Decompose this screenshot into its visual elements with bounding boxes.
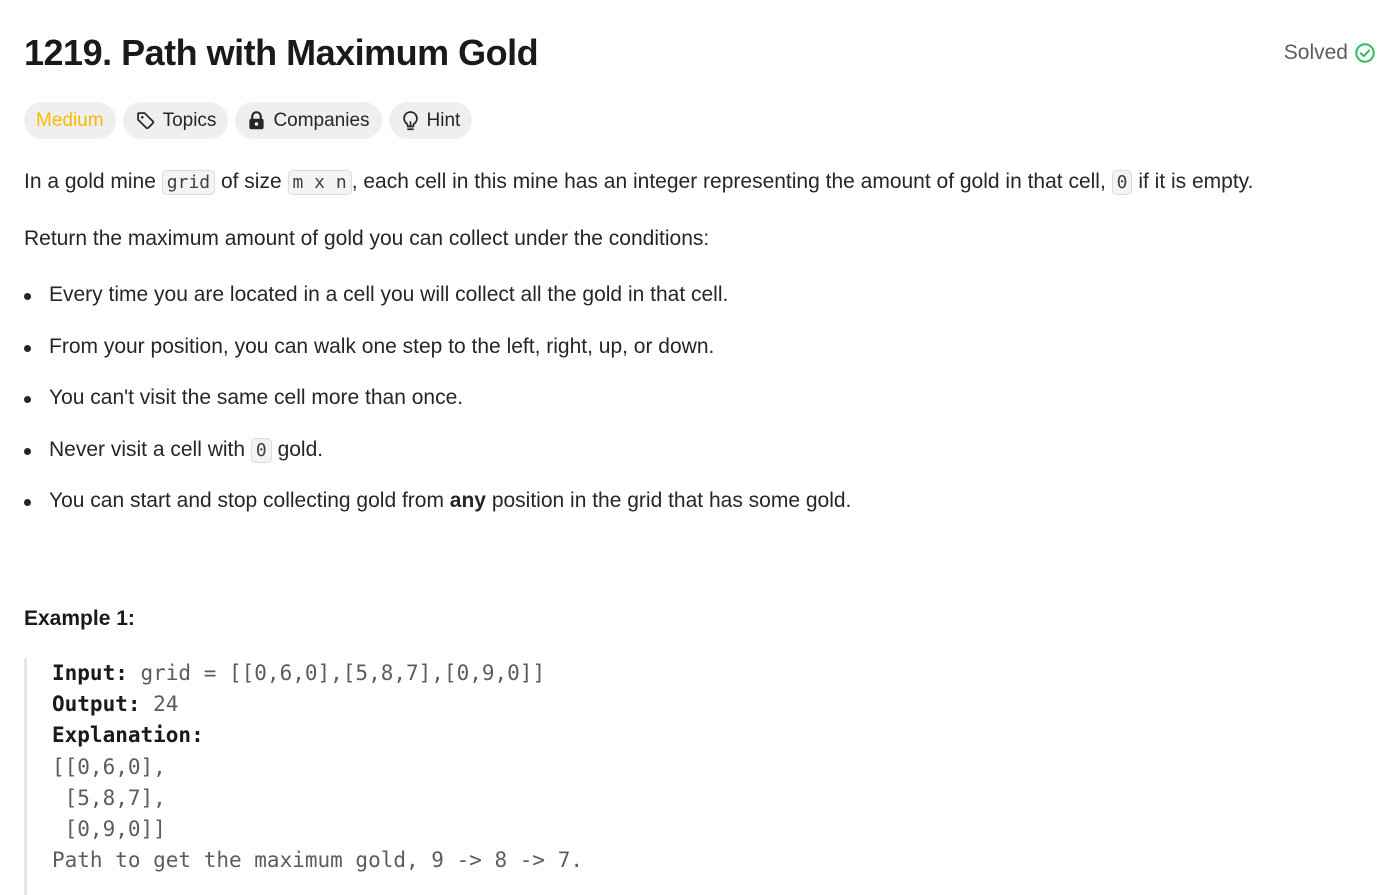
input-value: grid = [[0,6,0],[5,8,7],[0,9,0]] <box>127 661 546 685</box>
grid-line: [[0,6,0], <box>52 754 166 779</box>
inline-code: 0 <box>251 438 272 463</box>
text-segment: position in the grid that has some gold. <box>485 489 852 513</box>
hint-button[interactable] <box>389 102 473 139</box>
inline-code: m x n <box>288 170 352 195</box>
example-explanation-line <box>52 720 1024 751</box>
text-segment: Never visit a cell with <box>49 437 251 461</box>
example-output-line <box>52 689 1024 720</box>
example-block <box>24 658 1024 895</box>
tag-icon <box>135 110 156 131</box>
description-paragraph: Return the maximum amount of gold you can collect under the conditions: <box>24 227 710 250</box>
list-item: You can't visit the same cell more than once. <box>24 383 851 435</box>
bold-text: any <box>449 489 486 513</box>
text-segment: if it is empty. <box>1132 170 1254 193</box>
text-segment: of size <box>215 170 288 193</box>
companies-label: Companies <box>273 109 370 131</box>
inline-code: grid <box>162 170 215 195</box>
example-input-line <box>52 658 1024 689</box>
list-item: Every time you are located in a cell you will collect all the gold in that cell. <box>24 280 851 332</box>
explanation-label: Explanation: <box>52 723 204 748</box>
list-item <box>24 435 851 487</box>
conditions-list <box>24 280 851 538</box>
text-segment: You can start and stop collecting gold from <box>49 489 450 513</box>
problem-header <box>24 28 1376 78</box>
difficulty-label: Medium <box>36 109 104 131</box>
page-title: 1219. Path with Maximum Gold <box>24 32 539 73</box>
companies-button[interactable] <box>235 102 381 139</box>
path-explanation: Path to get the maximum gold, 9 -> 8 -> 7. <box>52 848 584 873</box>
difficulty-badge <box>24 102 116 139</box>
tag-bar <box>24 102 472 139</box>
lock-icon <box>247 110 266 131</box>
input-label: Input: <box>52 661 128 685</box>
list-item: From your position, you can walk one step to the left, right, up, or down. <box>24 332 851 384</box>
text-segment: In a gold mine <box>24 170 162 193</box>
topics-label: Topics <box>162 109 217 131</box>
grid-line: [0,9,0]] <box>52 817 166 842</box>
text-segment: , each cell in this mine has an integer representing the amount of gold in that cell, <box>351 170 1112 193</box>
text-segment: gold. <box>271 437 324 461</box>
output-value: 24 <box>140 692 179 717</box>
list-item <box>24 486 851 538</box>
description-paragraph <box>24 167 1253 198</box>
hint-label: Hint <box>426 109 461 131</box>
grid-line: [5,8,7], <box>52 785 166 810</box>
lightbulb-icon <box>401 110 420 132</box>
solved-status <box>1284 38 1376 68</box>
solved-label: Solved <box>1283 41 1348 64</box>
check-circle-icon <box>1354 42 1376 64</box>
example-title: Example 1: <box>24 607 135 630</box>
topics-button[interactable] <box>123 102 229 139</box>
inline-code: 0 <box>1112 170 1133 195</box>
output-label: Output: <box>52 692 141 717</box>
